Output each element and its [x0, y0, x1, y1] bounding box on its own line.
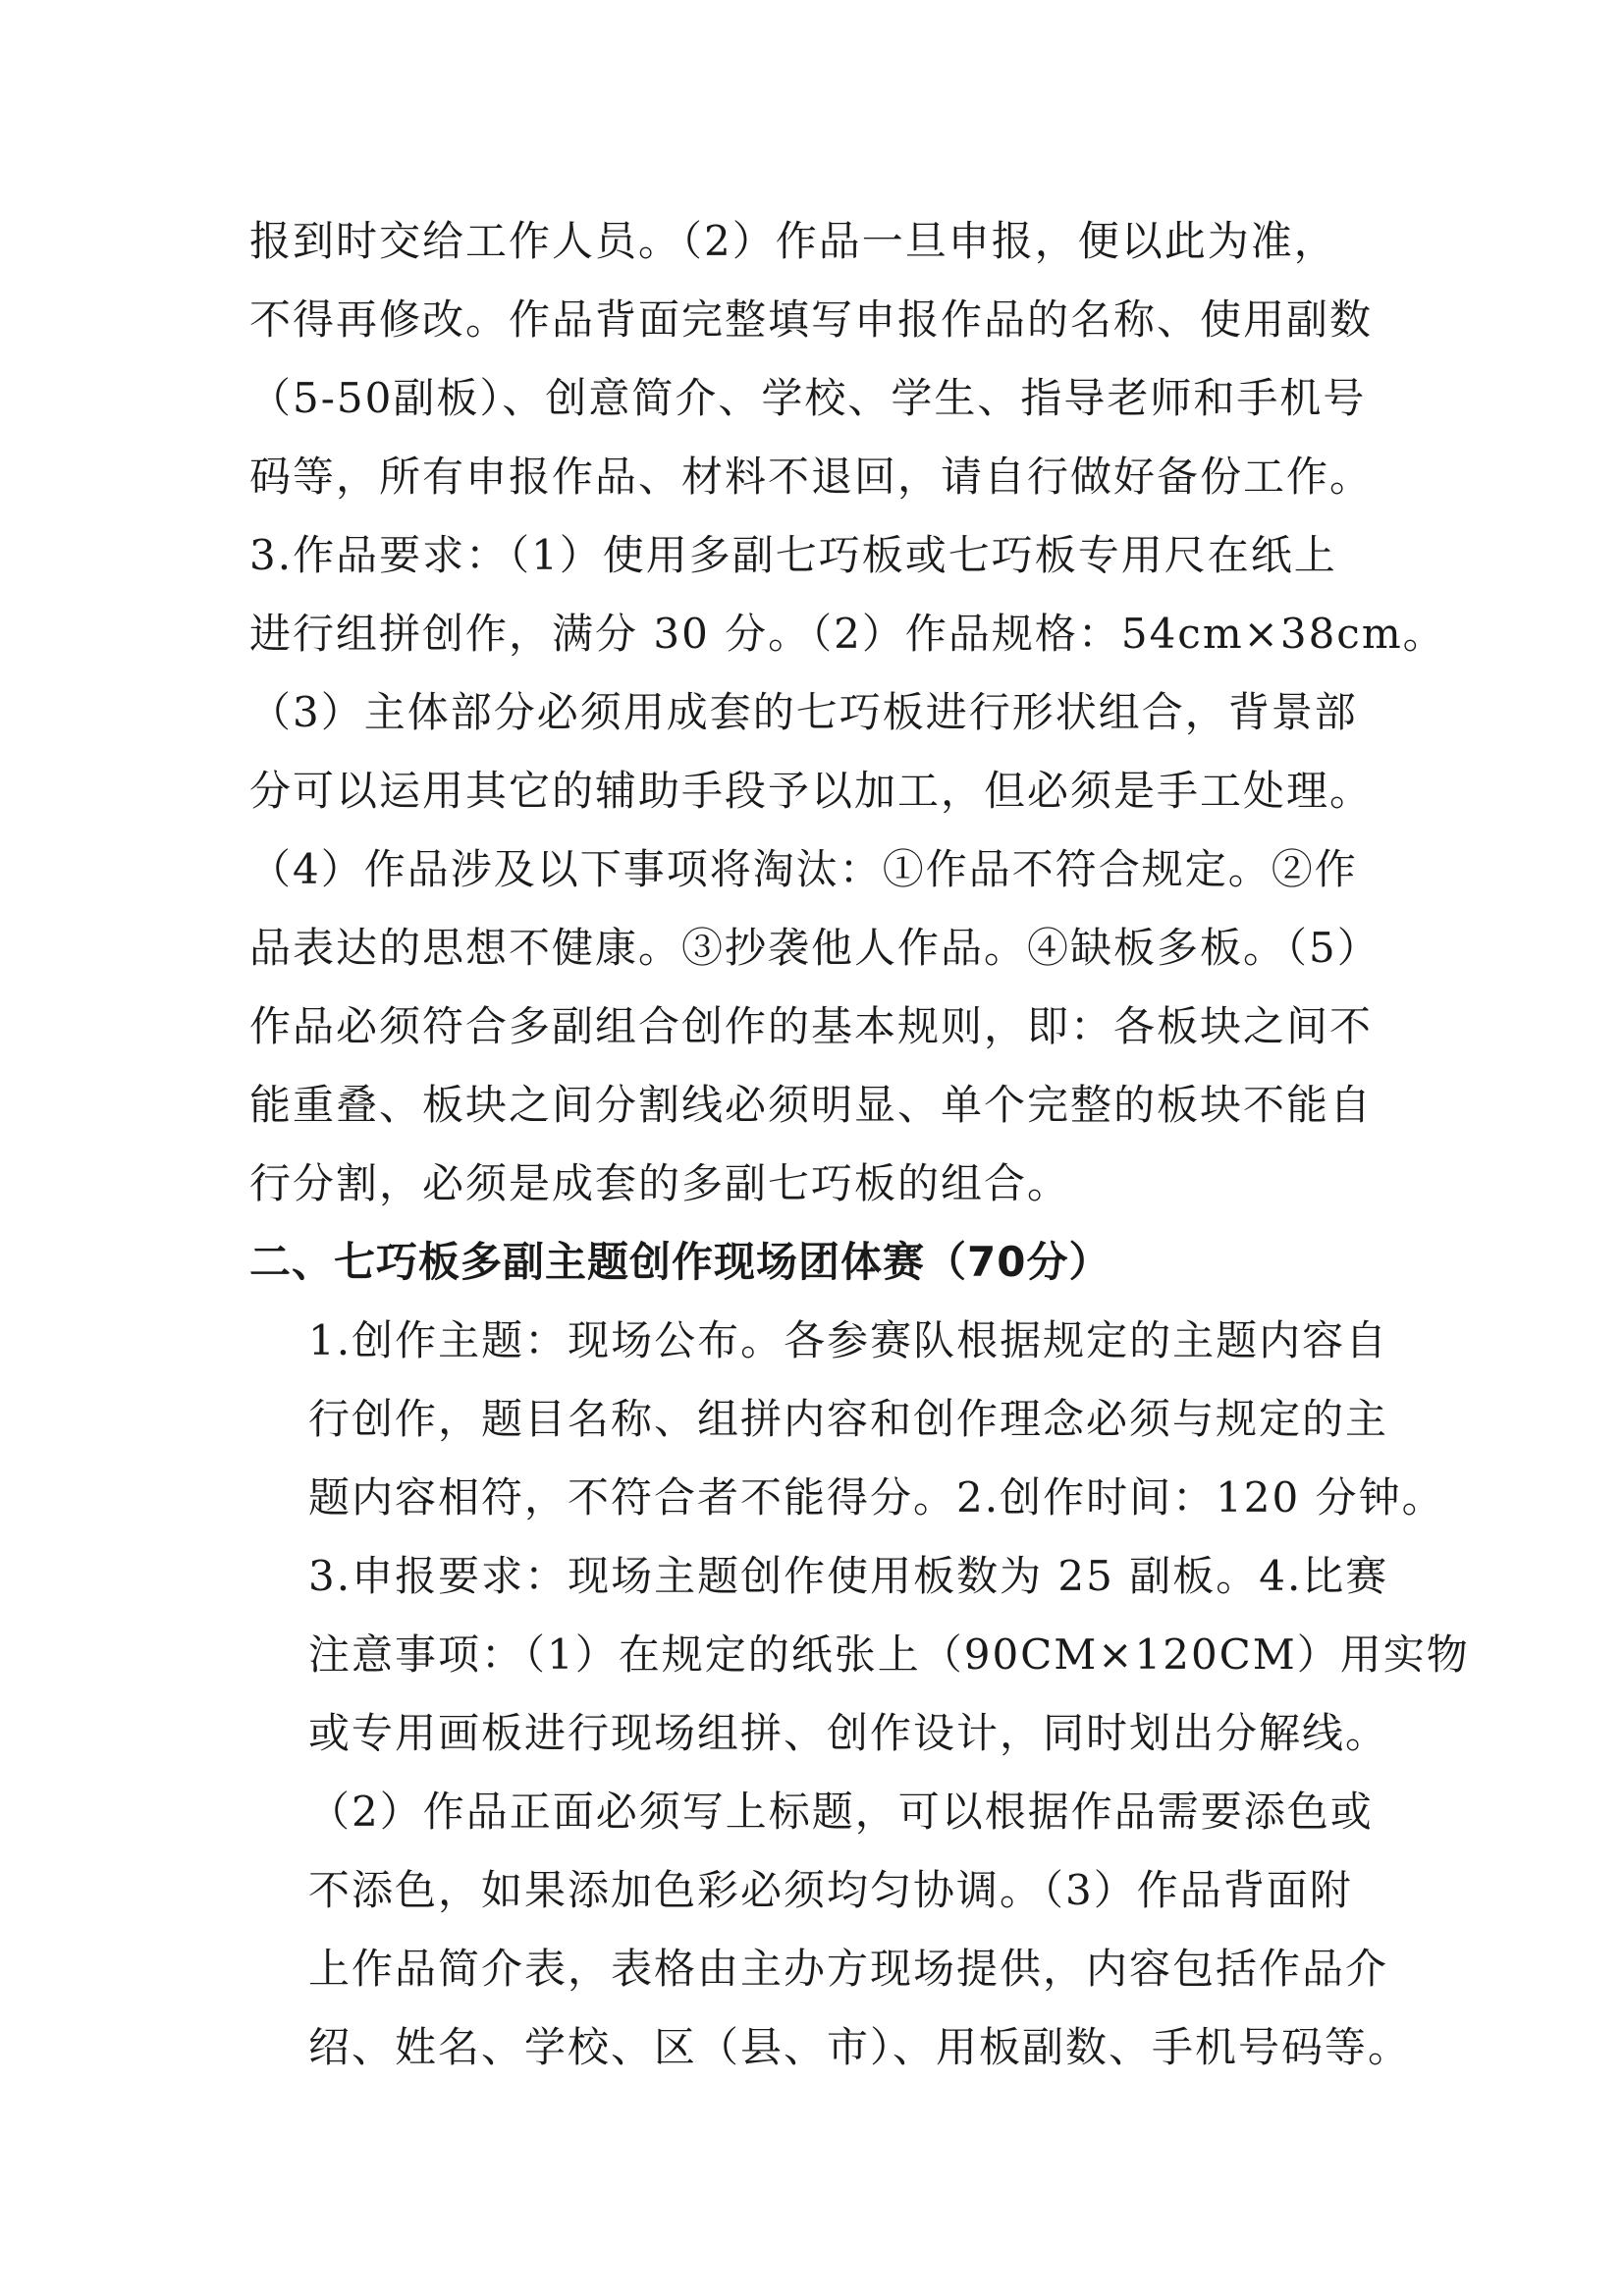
paragraph-line: 进行组拼创作，满分 30 分。（2）作品规格：54cm×38cm。 — [249, 610, 1446, 658]
paragraph-line: 绍、姓名、学校、区（县、市）、用板副数、手机号码等。 — [308, 2023, 1412, 2071]
section-heading: 二、七巧板多副主题创作现场团体赛（70分） — [249, 1238, 1111, 1286]
paragraph-line: 报到时交给工作人员。（2）作品一旦申报，便以此为准， — [249, 217, 1337, 265]
paragraph-line: 作品必须符合多副组合创作的基本规则，即：各板块之间不 — [249, 1002, 1374, 1050]
paragraph-line: 不添色，如果添加色彩必须均匀协调。（3）作品背面附 — [308, 1866, 1353, 1914]
paragraph-line: 能重叠、板块之间分割线必须明显、单个完整的板块不能自 — [249, 1081, 1374, 1129]
paragraph-line: 行创作，题目名称、组拼内容和创作理念必须与规定的主 — [308, 1395, 1389, 1443]
paragraph-line: 1.创作主题：现场公布。各参赛队根据规定的主题内容自 — [308, 1316, 1389, 1364]
paragraph-line: 或专用画板进行现场组拼、创作设计，同时划出分解线。 — [308, 1709, 1389, 1757]
paragraph-line: 不得再修改。作品背面完整填写申报作品的名称、使用副数 — [249, 295, 1374, 344]
paragraph-line: 3.作品要求：（1）使用多副七巧板或七巧板专用尺在纸上 — [249, 531, 1337, 579]
paragraph-line: 注意事项：（1）在规定的纸张上（90CM×120CM）用实物 — [308, 1630, 1470, 1679]
paragraph-line: 题内容相符，不符合者不能得分。2.创作时间：120 分钟。 — [308, 1473, 1445, 1522]
paragraph-line: 3.申报要求：现场主题创作使用板数为 25 副板。4.比赛 — [308, 1552, 1389, 1600]
paragraph-line: （2）作品正面必须写上标题，可以根据作品需要添色或 — [308, 1788, 1374, 1836]
paragraph-line: 行分割，必须是成套的多副七巧板的组合。 — [249, 1159, 1071, 1207]
paragraph-line: 分可以运用其它的辅助手段予以加工，但必须是手工处理。 — [249, 767, 1374, 815]
paragraph-line: （3）主体部分必须用成套的七巧板进行形状组合，背景部 — [249, 688, 1358, 736]
paragraph-line: 码等，所有申报作品、材料不退回，请自行做好备份工作。 — [249, 453, 1374, 501]
paragraph-line: （4）作品涉及以下事项将淘汰：①作品不符合规定。②作 — [249, 845, 1358, 893]
paragraph-line: 品表达的思想不健康。③抄袭他人作品。④缺板多板。（5） — [249, 924, 1380, 972]
paragraph-line: 上作品简介表，表格由主办方现场提供，内容包括作品介 — [308, 1945, 1389, 1993]
paragraph-line: （5-50副板）、创意简介、学校、学生、指导老师和手机号 — [249, 374, 1367, 422]
